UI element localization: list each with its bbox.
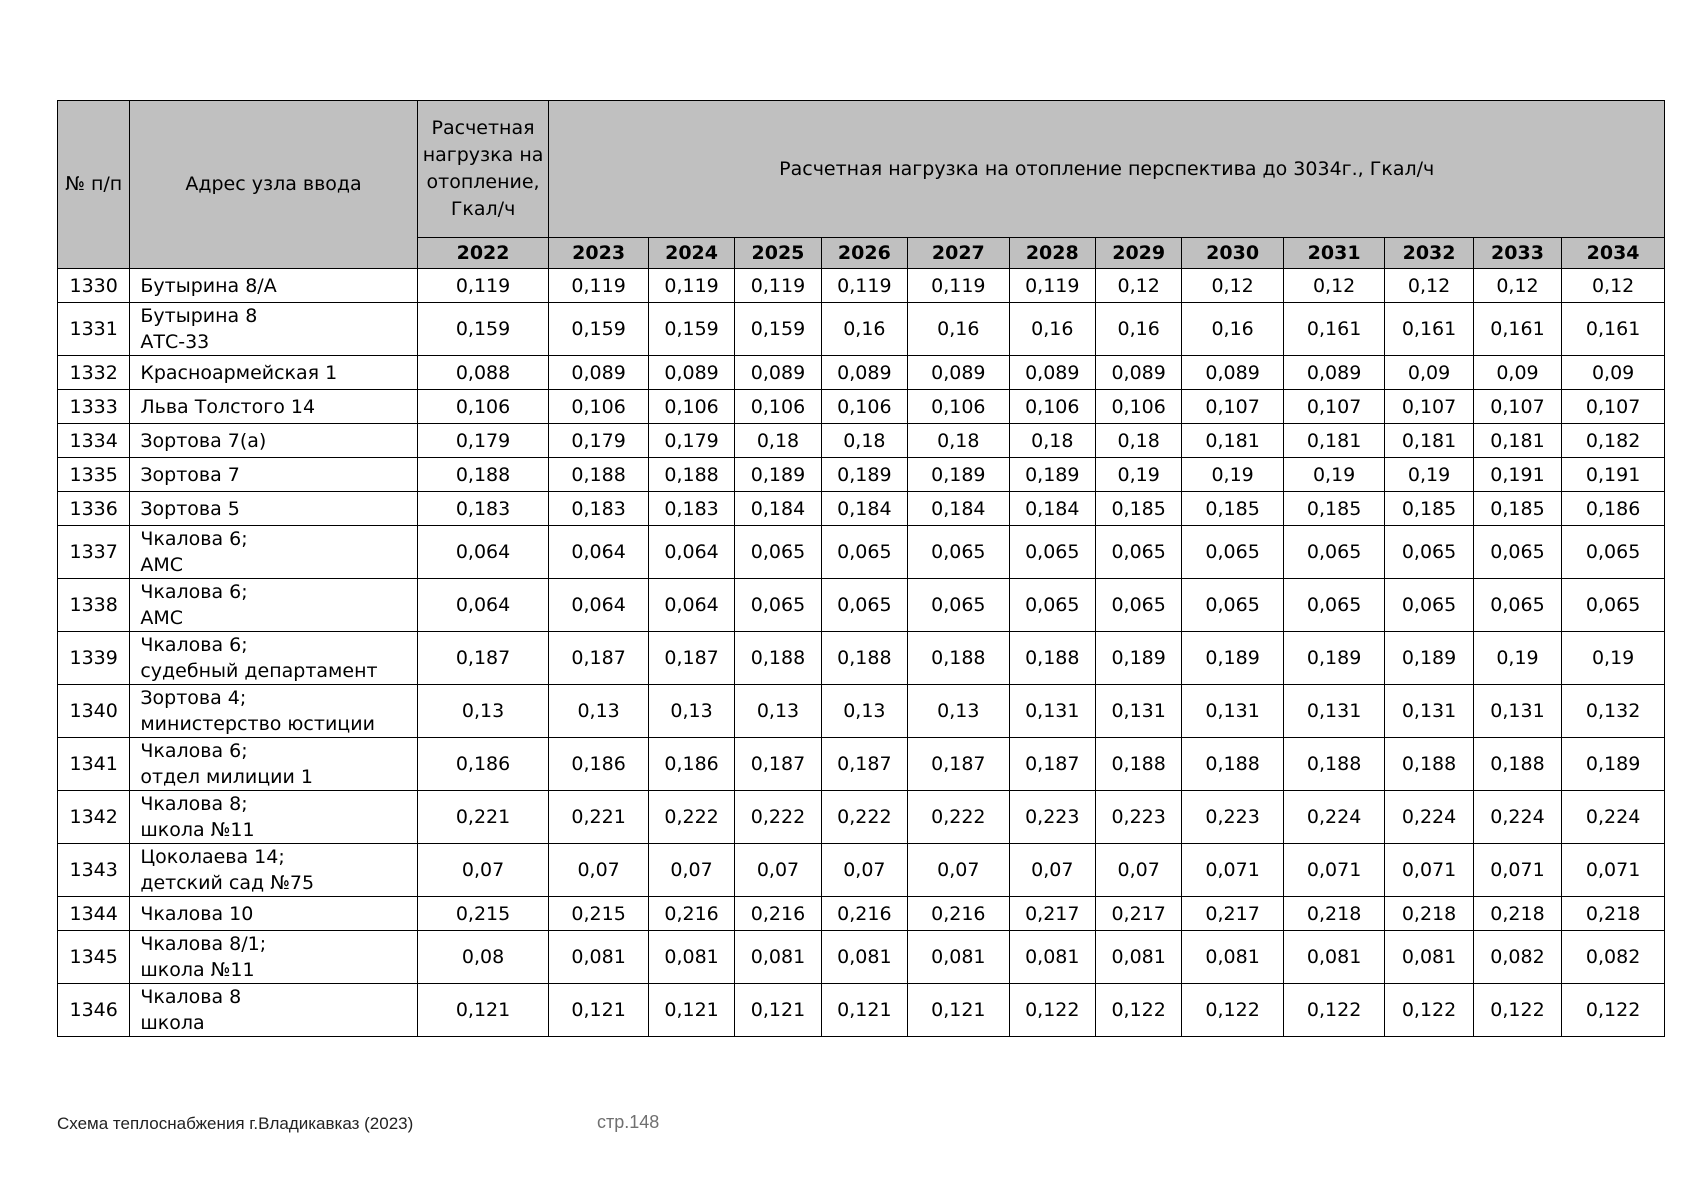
load-value-cell: 0,065 bbox=[1009, 526, 1095, 579]
load-value-cell: 0,222 bbox=[735, 791, 821, 844]
load-value-cell: 0,186 bbox=[648, 738, 734, 791]
load-value-cell: 0,188 bbox=[821, 632, 907, 685]
load-value-cell: 0,065 bbox=[735, 579, 821, 632]
load-value-cell: 0,191 bbox=[1562, 458, 1665, 492]
row-address: Зортова 4; министерство юстиции bbox=[130, 685, 417, 738]
load-value-cell: 0,186 bbox=[549, 738, 648, 791]
load-value-cell: 0,107 bbox=[1283, 390, 1384, 424]
load-value-cell: 0,13 bbox=[821, 685, 907, 738]
load-value-cell: 0,189 bbox=[1009, 458, 1095, 492]
header-year: 2031 bbox=[1283, 238, 1384, 269]
load-value-cell: 0,18 bbox=[1009, 424, 1095, 458]
load-value-cell: 0,13 bbox=[417, 685, 549, 738]
load-value-cell: 0,08 bbox=[417, 931, 549, 984]
load-value-cell: 0,131 bbox=[1473, 685, 1561, 738]
table-row bbox=[58, 685, 1665, 738]
row-number: 1336 bbox=[58, 492, 130, 526]
load-value-cell: 0,065 bbox=[821, 526, 907, 579]
load-value-cell: 0,064 bbox=[549, 579, 648, 632]
load-value-cell: 0,217 bbox=[1095, 897, 1181, 931]
load-value-cell: 0,215 bbox=[417, 897, 549, 931]
load-value-cell: 0,065 bbox=[1283, 579, 1384, 632]
load-value-cell: 0,107 bbox=[1385, 390, 1473, 424]
row-address: Зортова 7(а) bbox=[130, 424, 417, 458]
row-number: 1340 bbox=[58, 685, 130, 738]
header-perspective-load: Расчетная нагрузка на отопление перспектива до 3034г., Гкал/ч bbox=[549, 101, 1665, 238]
load-value-cell: 0,09 bbox=[1385, 356, 1473, 390]
row-address: Цоколаева 14; детский сад №75 bbox=[130, 844, 417, 897]
load-value-cell: 0,131 bbox=[1283, 685, 1384, 738]
load-value-cell: 0,065 bbox=[1385, 579, 1473, 632]
table-body bbox=[58, 269, 1665, 1037]
load-value-cell: 0,188 bbox=[735, 632, 821, 685]
load-value-cell: 0,065 bbox=[908, 579, 1009, 632]
load-value-cell: 0,065 bbox=[1283, 526, 1384, 579]
load-value-cell: 0,119 bbox=[735, 269, 821, 303]
load-value-cell: 0,106 bbox=[648, 390, 734, 424]
load-value-cell: 0,187 bbox=[1009, 738, 1095, 791]
load-value-cell: 0,089 bbox=[821, 356, 907, 390]
load-value-cell: 0,071 bbox=[1385, 844, 1473, 897]
load-value-cell: 0,07 bbox=[1009, 844, 1095, 897]
load-value-cell: 0,07 bbox=[1095, 844, 1181, 897]
load-value-cell: 0,121 bbox=[821, 984, 907, 1037]
load-value-cell: 0,089 bbox=[1182, 356, 1283, 390]
load-value-cell: 0,107 bbox=[1473, 390, 1561, 424]
load-value-cell: 0,13 bbox=[549, 685, 648, 738]
row-address: Бутырина 8 АТС-33 bbox=[130, 303, 417, 356]
load-value-cell: 0,224 bbox=[1473, 791, 1561, 844]
load-value-cell: 0,217 bbox=[1009, 897, 1095, 931]
load-value-cell: 0,065 bbox=[1473, 526, 1561, 579]
header-year: 2024 bbox=[648, 238, 734, 269]
header-year: 2025 bbox=[735, 238, 821, 269]
load-value-cell: 0,131 bbox=[1095, 685, 1181, 738]
load-value-cell: 0,122 bbox=[1009, 984, 1095, 1037]
load-value-cell: 0,216 bbox=[908, 897, 1009, 931]
load-value-cell: 0,12 bbox=[1095, 269, 1181, 303]
load-value-cell: 0,081 bbox=[1385, 931, 1473, 984]
load-value-cell: 0,16 bbox=[1009, 303, 1095, 356]
load-value-cell: 0,222 bbox=[908, 791, 1009, 844]
load-value-cell: 0,064 bbox=[648, 526, 734, 579]
load-value-cell: 0,221 bbox=[417, 791, 549, 844]
load-value-cell: 0,188 bbox=[1283, 738, 1384, 791]
load-value-cell: 0,188 bbox=[1182, 738, 1283, 791]
row-number: 1343 bbox=[58, 844, 130, 897]
load-value-cell: 0,081 bbox=[735, 931, 821, 984]
table-row bbox=[58, 931, 1665, 984]
table-row bbox=[58, 492, 1665, 526]
header-year: 2034 bbox=[1562, 238, 1665, 269]
load-value-cell: 0,106 bbox=[417, 390, 549, 424]
table-row bbox=[58, 526, 1665, 579]
load-value-cell: 0,119 bbox=[1009, 269, 1095, 303]
load-value-cell: 0,131 bbox=[1182, 685, 1283, 738]
load-value-cell: 0,16 bbox=[1182, 303, 1283, 356]
table-row bbox=[58, 844, 1665, 897]
load-value-cell: 0,106 bbox=[1009, 390, 1095, 424]
load-value-cell: 0,188 bbox=[1473, 738, 1561, 791]
load-value-cell: 0,122 bbox=[1182, 984, 1283, 1037]
load-value-cell: 0,224 bbox=[1283, 791, 1384, 844]
load-value-cell: 0,064 bbox=[417, 526, 549, 579]
load-value-cell: 0,106 bbox=[549, 390, 648, 424]
header-year: 2032 bbox=[1385, 238, 1473, 269]
load-value-cell: 0,181 bbox=[1283, 424, 1384, 458]
load-value-cell: 0,189 bbox=[1385, 632, 1473, 685]
row-address: Чкалова 8; школа №11 bbox=[130, 791, 417, 844]
load-value-cell: 0,065 bbox=[1182, 526, 1283, 579]
header-year: 2022 bbox=[417, 238, 549, 269]
table-row bbox=[58, 356, 1665, 390]
row-number: 1346 bbox=[58, 984, 130, 1037]
load-value-cell: 0,222 bbox=[648, 791, 734, 844]
row-number: 1338 bbox=[58, 579, 130, 632]
load-value-cell: 0,223 bbox=[1095, 791, 1181, 844]
load-value-cell: 0,121 bbox=[549, 984, 648, 1037]
load-value-cell: 0,161 bbox=[1385, 303, 1473, 356]
row-number: 1344 bbox=[58, 897, 130, 931]
load-value-cell: 0,18 bbox=[821, 424, 907, 458]
load-value-cell: 0,089 bbox=[1009, 356, 1095, 390]
table-row bbox=[58, 269, 1665, 303]
table-row bbox=[58, 738, 1665, 791]
load-value-cell: 0,224 bbox=[1562, 791, 1665, 844]
load-value-cell: 0,064 bbox=[648, 579, 734, 632]
load-value-cell: 0,071 bbox=[1473, 844, 1561, 897]
table-row bbox=[58, 390, 1665, 424]
load-value-cell: 0,186 bbox=[417, 738, 549, 791]
load-value-cell: 0,081 bbox=[1283, 931, 1384, 984]
load-value-cell: 0,131 bbox=[1009, 685, 1095, 738]
load-value-cell: 0,09 bbox=[1473, 356, 1561, 390]
load-value-cell: 0,106 bbox=[735, 390, 821, 424]
load-value-cell: 0,065 bbox=[908, 526, 1009, 579]
table-row bbox=[58, 632, 1665, 685]
load-value-cell: 0,07 bbox=[417, 844, 549, 897]
load-value-cell: 0,18 bbox=[735, 424, 821, 458]
row-number: 1334 bbox=[58, 424, 130, 458]
load-value-cell: 0,218 bbox=[1562, 897, 1665, 931]
header-num: № п/п bbox=[58, 101, 130, 269]
load-value-cell: 0,106 bbox=[1095, 390, 1181, 424]
load-value-cell: 0,121 bbox=[735, 984, 821, 1037]
load-value-cell: 0,065 bbox=[821, 579, 907, 632]
load-value-cell: 0,065 bbox=[1562, 526, 1665, 579]
load-value-cell: 0,07 bbox=[735, 844, 821, 897]
load-value-cell: 0,19 bbox=[1095, 458, 1181, 492]
table-row bbox=[58, 424, 1665, 458]
load-value-cell: 0,188 bbox=[1009, 632, 1095, 685]
load-value-cell: 0,089 bbox=[1095, 356, 1181, 390]
load-value-cell: 0,121 bbox=[417, 984, 549, 1037]
load-value-cell: 0,189 bbox=[908, 458, 1009, 492]
load-value-cell: 0,089 bbox=[735, 356, 821, 390]
table-row bbox=[58, 579, 1665, 632]
load-value-cell: 0,188 bbox=[549, 458, 648, 492]
load-value-cell: 0,065 bbox=[1562, 579, 1665, 632]
header-year: 2028 bbox=[1009, 238, 1095, 269]
load-value-cell: 0,13 bbox=[648, 685, 734, 738]
load-value-cell: 0,189 bbox=[1283, 632, 1384, 685]
row-address: Льва Толстого 14 bbox=[130, 390, 417, 424]
load-value-cell: 0,121 bbox=[648, 984, 734, 1037]
load-value-cell: 0,186 bbox=[1562, 492, 1665, 526]
load-value-cell: 0,183 bbox=[648, 492, 734, 526]
load-value-cell: 0,19 bbox=[1385, 458, 1473, 492]
load-value-cell: 0,064 bbox=[549, 526, 648, 579]
load-value-cell: 0,224 bbox=[1385, 791, 1473, 844]
row-number: 1332 bbox=[58, 356, 130, 390]
load-value-cell: 0,179 bbox=[549, 424, 648, 458]
load-value-cell: 0,185 bbox=[1283, 492, 1384, 526]
load-value-cell: 0,106 bbox=[821, 390, 907, 424]
row-number: 1331 bbox=[58, 303, 130, 356]
load-value-cell: 0,187 bbox=[417, 632, 549, 685]
load-value-cell: 0,188 bbox=[1385, 738, 1473, 791]
load-value-cell: 0,119 bbox=[549, 269, 648, 303]
load-value-cell: 0,082 bbox=[1473, 931, 1561, 984]
load-value-cell: 0,184 bbox=[908, 492, 1009, 526]
load-value-cell: 0,089 bbox=[908, 356, 1009, 390]
row-number: 1335 bbox=[58, 458, 130, 492]
header-year: 2026 bbox=[821, 238, 907, 269]
load-value-cell: 0,131 bbox=[1385, 685, 1473, 738]
load-value-cell: 0,132 bbox=[1562, 685, 1665, 738]
load-value-cell: 0,122 bbox=[1095, 984, 1181, 1037]
load-value-cell: 0,187 bbox=[549, 632, 648, 685]
load-value-cell: 0,161 bbox=[1473, 303, 1561, 356]
load-value-cell: 0,187 bbox=[648, 632, 734, 685]
load-value-cell: 0,071 bbox=[1562, 844, 1665, 897]
load-value-cell: 0,12 bbox=[1385, 269, 1473, 303]
load-value-cell: 0,222 bbox=[821, 791, 907, 844]
load-value-cell: 0,185 bbox=[1385, 492, 1473, 526]
load-value-cell: 0,107 bbox=[1182, 390, 1283, 424]
load-value-cell: 0,187 bbox=[735, 738, 821, 791]
load-value-cell: 0,089 bbox=[1283, 356, 1384, 390]
load-value-cell: 0,081 bbox=[1182, 931, 1283, 984]
row-address: Чкалова 6; отдел милиции 1 bbox=[130, 738, 417, 791]
load-value-cell: 0,19 bbox=[1283, 458, 1384, 492]
load-value-cell: 0,159 bbox=[417, 303, 549, 356]
load-value-cell: 0,182 bbox=[1562, 424, 1665, 458]
load-value-cell: 0,185 bbox=[1473, 492, 1561, 526]
load-value-cell: 0,159 bbox=[549, 303, 648, 356]
load-value-cell: 0,16 bbox=[1095, 303, 1181, 356]
load-value-cell: 0,187 bbox=[908, 738, 1009, 791]
header-row-main bbox=[58, 101, 1665, 238]
load-value-cell: 0,082 bbox=[1562, 931, 1665, 984]
row-address: Чкалова 8 школа bbox=[130, 984, 417, 1037]
load-value-cell: 0,16 bbox=[908, 303, 1009, 356]
header-year: 2029 bbox=[1095, 238, 1181, 269]
header-year: 2027 bbox=[908, 238, 1009, 269]
load-value-cell: 0,081 bbox=[821, 931, 907, 984]
load-value-cell: 0,081 bbox=[1009, 931, 1095, 984]
load-value-cell: 0,07 bbox=[908, 844, 1009, 897]
row-address: Красноармейская 1 bbox=[130, 356, 417, 390]
load-value-cell: 0,188 bbox=[648, 458, 734, 492]
load-value-cell: 0,189 bbox=[735, 458, 821, 492]
load-value-cell: 0,065 bbox=[1095, 526, 1181, 579]
row-number: 1330 bbox=[58, 269, 130, 303]
row-address: Чкалова 10 bbox=[130, 897, 417, 931]
row-address: Чкалова 6; АМС bbox=[130, 579, 417, 632]
row-address: Зортова 7 bbox=[130, 458, 417, 492]
load-value-cell: 0,185 bbox=[1095, 492, 1181, 526]
load-value-cell: 0,119 bbox=[821, 269, 907, 303]
load-value-cell: 0,18 bbox=[908, 424, 1009, 458]
load-value-cell: 0,122 bbox=[1473, 984, 1561, 1037]
load-value-cell: 0,12 bbox=[1562, 269, 1665, 303]
row-address: Зортова 5 bbox=[130, 492, 417, 526]
load-value-cell: 0,119 bbox=[648, 269, 734, 303]
load-value-cell: 0,19 bbox=[1562, 632, 1665, 685]
load-value-cell: 0,183 bbox=[549, 492, 648, 526]
header-address: Адрес узла ввода bbox=[130, 101, 417, 269]
load-value-cell: 0,119 bbox=[908, 269, 1009, 303]
load-value-cell: 0,122 bbox=[1385, 984, 1473, 1037]
load-value-cell: 0,081 bbox=[1095, 931, 1181, 984]
load-value-cell: 0,122 bbox=[1283, 984, 1384, 1037]
load-value-cell: 0,19 bbox=[1182, 458, 1283, 492]
load-value-cell: 0,187 bbox=[821, 738, 907, 791]
load-value-cell: 0,065 bbox=[1095, 579, 1181, 632]
header-year: 2030 bbox=[1182, 238, 1283, 269]
load-value-cell: 0,121 bbox=[908, 984, 1009, 1037]
row-address: Бутырина 8/А bbox=[130, 269, 417, 303]
load-value-cell: 0,184 bbox=[821, 492, 907, 526]
load-value-cell: 0,081 bbox=[648, 931, 734, 984]
load-value-cell: 0,159 bbox=[648, 303, 734, 356]
load-value-cell: 0,184 bbox=[1009, 492, 1095, 526]
load-value-cell: 0,218 bbox=[1473, 897, 1561, 931]
load-value-cell: 0,12 bbox=[1182, 269, 1283, 303]
load-value-cell: 0,065 bbox=[1009, 579, 1095, 632]
load-value-cell: 0,065 bbox=[1473, 579, 1561, 632]
load-value-cell: 0,065 bbox=[1182, 579, 1283, 632]
load-value-cell: 0,216 bbox=[648, 897, 734, 931]
load-value-cell: 0,088 bbox=[417, 356, 549, 390]
load-value-cell: 0,18 bbox=[1095, 424, 1181, 458]
header-current-load: Расчетная нагрузка на отопление, Гкал/ч bbox=[417, 101, 549, 238]
load-value-cell: 0,216 bbox=[821, 897, 907, 931]
table-row bbox=[58, 458, 1665, 492]
row-number: 1337 bbox=[58, 526, 130, 579]
load-value-cell: 0,221 bbox=[549, 791, 648, 844]
load-value-cell: 0,223 bbox=[1182, 791, 1283, 844]
load-value-cell: 0,071 bbox=[1283, 844, 1384, 897]
table-row bbox=[58, 984, 1665, 1037]
header-year: 2023 bbox=[549, 238, 648, 269]
load-value-cell: 0,16 bbox=[821, 303, 907, 356]
row-number: 1341 bbox=[58, 738, 130, 791]
load-value-cell: 0,189 bbox=[821, 458, 907, 492]
load-value-cell: 0,181 bbox=[1385, 424, 1473, 458]
load-value-cell: 0,071 bbox=[1182, 844, 1283, 897]
load-value-cell: 0,159 bbox=[735, 303, 821, 356]
row-number: 1339 bbox=[58, 632, 130, 685]
load-value-cell: 0,184 bbox=[735, 492, 821, 526]
load-value-cell: 0,065 bbox=[735, 526, 821, 579]
load-value-cell: 0,188 bbox=[908, 632, 1009, 685]
load-value-cell: 0,081 bbox=[549, 931, 648, 984]
row-number: 1345 bbox=[58, 931, 130, 984]
load-value-cell: 0,191 bbox=[1473, 458, 1561, 492]
load-value-cell: 0,216 bbox=[735, 897, 821, 931]
load-value-cell: 0,179 bbox=[648, 424, 734, 458]
load-value-cell: 0,089 bbox=[549, 356, 648, 390]
load-value-cell: 0,119 bbox=[417, 269, 549, 303]
load-value-cell: 0,12 bbox=[1283, 269, 1384, 303]
load-value-cell: 0,07 bbox=[549, 844, 648, 897]
load-value-cell: 0,223 bbox=[1009, 791, 1095, 844]
load-value-cell: 0,122 bbox=[1562, 984, 1665, 1037]
row-address: Чкалова 6; судебный департамент bbox=[130, 632, 417, 685]
row-number: 1333 bbox=[58, 390, 130, 424]
load-value-cell: 0,189 bbox=[1562, 738, 1665, 791]
load-value-cell: 0,13 bbox=[735, 685, 821, 738]
row-address: Чкалова 6; АМС bbox=[130, 526, 417, 579]
table-row bbox=[58, 791, 1665, 844]
load-value-cell: 0,09 bbox=[1562, 356, 1665, 390]
load-value-cell: 0,081 bbox=[908, 931, 1009, 984]
load-value-cell: 0,12 bbox=[1473, 269, 1561, 303]
load-value-cell: 0,181 bbox=[1182, 424, 1283, 458]
load-value-cell: 0,106 bbox=[908, 390, 1009, 424]
load-value-cell: 0,185 bbox=[1182, 492, 1283, 526]
table-header bbox=[58, 101, 1665, 269]
footer-page-number: стр.148 bbox=[597, 1112, 660, 1132]
footer-document-title: Схема теплоснабжения г.Владикавказ (2023) bbox=[57, 1114, 414, 1133]
row-address: Чкалова 8/1; школа №11 bbox=[130, 931, 417, 984]
load-value-cell: 0,161 bbox=[1283, 303, 1384, 356]
load-value-cell: 0,07 bbox=[648, 844, 734, 897]
load-value-cell: 0,19 bbox=[1473, 632, 1561, 685]
load-value-cell: 0,089 bbox=[648, 356, 734, 390]
load-value-cell: 0,183 bbox=[417, 492, 549, 526]
load-value-cell: 0,161 bbox=[1562, 303, 1665, 356]
load-value-cell: 0,188 bbox=[1095, 738, 1181, 791]
load-value-cell: 0,218 bbox=[1283, 897, 1384, 931]
table-row bbox=[58, 897, 1665, 931]
load-value-cell: 0,217 bbox=[1182, 897, 1283, 931]
load-value-cell: 0,215 bbox=[549, 897, 648, 931]
load-value-cell: 0,064 bbox=[417, 579, 549, 632]
load-value-cell: 0,07 bbox=[821, 844, 907, 897]
load-value-cell: 0,218 bbox=[1385, 897, 1473, 931]
load-value-cell: 0,189 bbox=[1182, 632, 1283, 685]
table-row bbox=[58, 303, 1665, 356]
load-value-cell: 0,13 bbox=[908, 685, 1009, 738]
load-value-cell: 0,179 bbox=[417, 424, 549, 458]
load-value-cell: 0,107 bbox=[1562, 390, 1665, 424]
row-number: 1342 bbox=[58, 791, 130, 844]
load-value-cell: 0,065 bbox=[1385, 526, 1473, 579]
header-year: 2033 bbox=[1473, 238, 1561, 269]
load-value-cell: 0,188 bbox=[417, 458, 549, 492]
heating-load-table bbox=[57, 100, 1665, 1037]
load-value-cell: 0,181 bbox=[1473, 424, 1561, 458]
load-value-cell: 0,189 bbox=[1095, 632, 1181, 685]
